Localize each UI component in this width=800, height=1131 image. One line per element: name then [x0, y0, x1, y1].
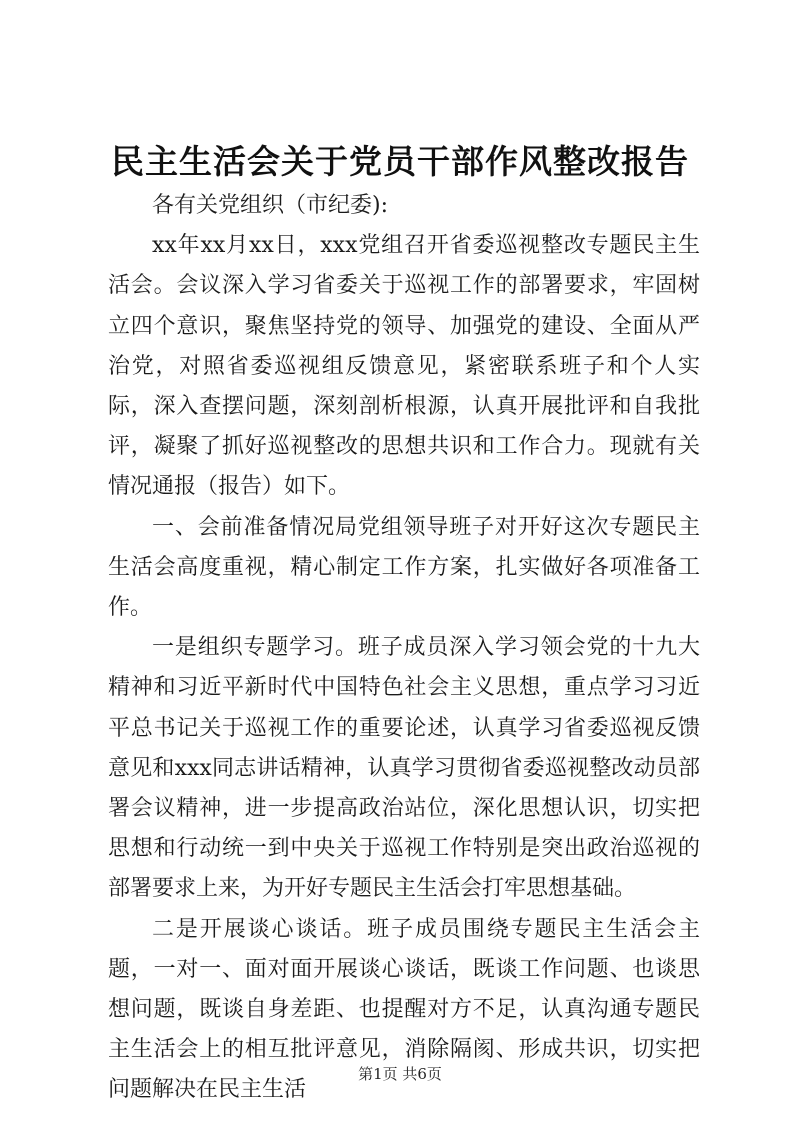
section-one-paragraph: 一、会前准备情况局党组领导班子对开好这次专题民主生活会高度重视，精心制定工作方案，扎实做好各项准备工作。	[108, 514, 700, 621]
intro-paragraph: xx年xx月xx日，xxx党组召开省委巡视整改专题民主生活会。会议深入学习省委关于巡视工作的部署要求，牢固树立四个意识，聚焦坚持党的领导、加强党的建设、全面从严治党，对照省委巡视组反馈意见，紧密联系班子和个人实际，深入查摆问题，深刻剖析根源，认真开展批评和自我批评，凝聚了抓好巡视整改的思想共识和工作合力。现就有关情况通报（报告）如下。	[108, 233, 700, 500]
document-title: 民主生活会关于党员干部作风整改报告	[111, 142, 689, 181]
study-paragraph: 一是组织专题学习。班子成员深入学习领会党的十九大精神和习近平新时代中国特色社会主义思想，重点学习习近平总书记关于巡视工作的重要论述，认真学习省委巡视反馈意见和xxx同志讲话精神，认真学习贯彻省委巡视整改动员部署会议精神，进一步提高政治站位，深化思想认识，切实把思想和行动统一到中央关于巡视工作特别是突出政治巡视的部署要求上来，为开好专题民主生活会打牢思想基础。	[108, 635, 700, 902]
document-body	[108, 186, 700, 1111]
page-footer: 第1页 共6页	[358, 1065, 442, 1083]
salutation-paragraph: 各有关党组织（市纪委):	[152, 193, 388, 218]
talk-paragraph: 二是开展谈心谈话。班子成员围绕专题民主生活会主题，一对一、面对面开展谈心谈话，既谈工作问题、也谈思想问题，既谈自身差距、也提醒对方不足，认真沟通专题民主生活会上的相互批评意见，消除隔阂、形成共识，切实把问题解决在民主生活	[108, 916, 700, 1103]
